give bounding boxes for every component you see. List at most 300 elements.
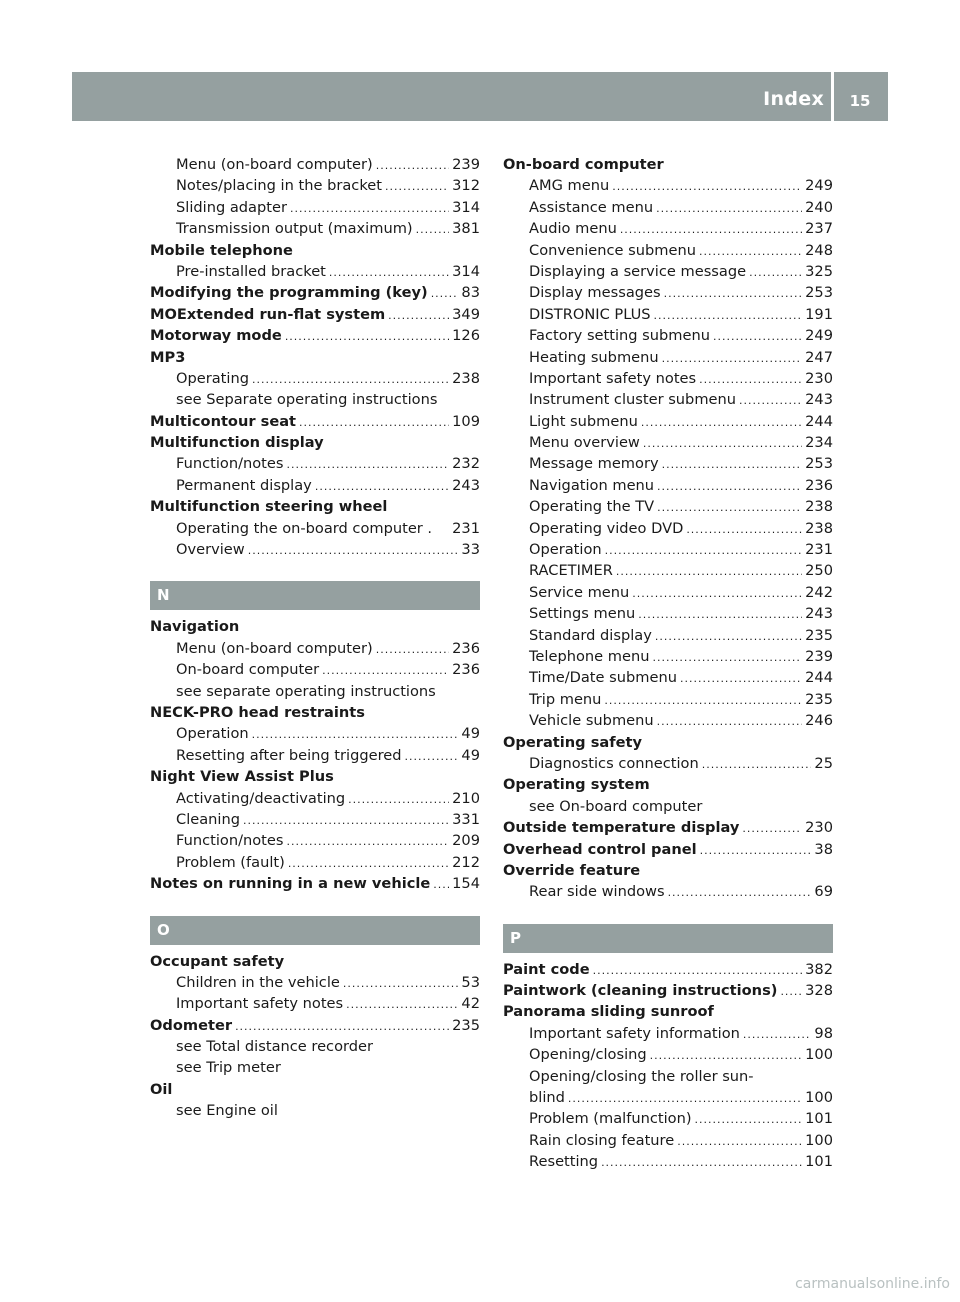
entry-label: Rear side windows [529, 883, 665, 901]
entry-label: AMG menu [529, 177, 610, 195]
page-reference: 101 [805, 1153, 833, 1171]
leader-dots [616, 561, 802, 581]
entry-label: Multifunction steering wheel [150, 498, 388, 516]
index-entry [150, 197, 480, 218]
index-entry [503, 518, 833, 539]
leader-dots [656, 198, 802, 218]
page-reference: 253 [805, 284, 833, 302]
leader-dots [601, 1152, 802, 1172]
entry-label: NECK-PRO head restraints [150, 703, 365, 721]
index-entry [150, 154, 480, 175]
index-heading [150, 432, 480, 453]
entry-label: MP3 [150, 348, 186, 366]
entry-label: Permanent display [176, 476, 312, 494]
index-entry [503, 325, 833, 346]
leader-dots [677, 1131, 802, 1151]
page-reference: 49 [461, 725, 480, 743]
entry-label: Paintwork (cleaning instructions) [503, 982, 778, 1000]
index-entry [503, 453, 833, 474]
entry-label: blind [529, 1089, 565, 1107]
leader-dots [743, 1024, 812, 1044]
index-entry [503, 959, 833, 980]
leader-dots [702, 754, 812, 774]
page-reference: 210 [452, 789, 480, 807]
entry-label: Activating/deactivating [176, 789, 346, 807]
index-entry [503, 197, 833, 218]
entry-label: see Separate operating instructions [176, 391, 438, 409]
entry-label: Operating the TV [529, 498, 655, 516]
leader-dots [620, 219, 802, 239]
page-reference: 237 [805, 220, 833, 238]
index-entry [503, 667, 833, 688]
leader-dots [654, 305, 803, 325]
entry-label: Operation [176, 725, 249, 743]
page-number: 15 [849, 92, 871, 110]
entry-label: Night View Assist Plus [150, 768, 334, 786]
entry-label: see separate operating instructions [176, 682, 436, 700]
entry-label: Occupant safety [150, 952, 285, 970]
index-entry [150, 972, 480, 993]
page-reference: 109 [452, 412, 480, 430]
entry-label: MOExtended run-flat system [150, 305, 386, 323]
index-entry [503, 753, 833, 774]
entry-label: Function/notes [176, 832, 284, 850]
page-reference: 83 [461, 284, 480, 302]
page-reference: 33 [461, 541, 480, 559]
page-reference: 248 [805, 241, 833, 259]
entry-label: Navigation [150, 618, 240, 636]
index-entry [503, 475, 833, 496]
entry-label: Navigation menu [529, 476, 655, 494]
entry-label: Sliding adapter [176, 198, 287, 216]
leader-dots [662, 454, 803, 474]
index-heading [150, 347, 480, 368]
page-reference: 250 [805, 562, 833, 580]
entry-label: Oil [150, 1080, 173, 1098]
leader-dots [699, 369, 802, 389]
page-reference: 314 [452, 262, 480, 280]
entry-label: see Engine oil [176, 1102, 278, 1120]
page-reference: 154 [452, 875, 480, 893]
entry-label: see Trip meter [176, 1059, 281, 1077]
entry-label: Important safety information [529, 1024, 740, 1042]
index-entry [503, 282, 833, 303]
section-letter-n: N [150, 581, 480, 610]
leader-dots [695, 1109, 803, 1129]
leader-dots [686, 519, 802, 539]
index-entry [150, 638, 480, 659]
index-entry [150, 1015, 480, 1036]
index-heading [150, 240, 480, 261]
page-reference: 101 [805, 1110, 833, 1128]
section-letter-o: O [150, 916, 480, 945]
entry-label: Menu (on-board computer) [176, 639, 373, 657]
entry-label: DISTRONIC PLUS [529, 305, 651, 323]
header-divider [831, 72, 834, 121]
entry-label: Trip menu [529, 690, 602, 708]
index-entry [503, 304, 833, 325]
entry-label: Mobile telephone [150, 241, 293, 259]
index-entry [503, 625, 833, 646]
index-entry [503, 240, 833, 261]
entry-label: Overview [176, 541, 245, 559]
index-entry [503, 1066, 833, 1087]
entry-label: Display messages [529, 284, 661, 302]
page-reference: 53 [461, 973, 480, 991]
leader-dots [376, 639, 449, 659]
entry-label: Function/notes [176, 455, 284, 473]
index-entry [150, 304, 480, 325]
index-entry [503, 432, 833, 453]
entry-label: Rain closing feature [529, 1131, 675, 1149]
leader-dots [700, 840, 812, 860]
entry-label: Problem (malfunction) [529, 1110, 692, 1128]
leader-dots [346, 994, 458, 1014]
index-entry [503, 710, 833, 731]
page-reference: 244 [805, 669, 833, 687]
index-entry [503, 646, 833, 667]
entry-label: Multicontour seat [150, 412, 297, 430]
leader-dots [290, 198, 449, 218]
index-entry [150, 873, 480, 894]
leader-dots [416, 219, 450, 239]
index-entry [503, 796, 833, 817]
leader-dots [749, 262, 802, 282]
index-entry [150, 830, 480, 851]
leader-dots [343, 973, 459, 993]
leader-dots [780, 981, 802, 1001]
leader-dots [286, 831, 449, 851]
index-heading [150, 702, 480, 723]
index-entry [150, 809, 480, 830]
index-entry [150, 389, 480, 410]
leader-dots [348, 789, 449, 809]
index-heading [150, 496, 480, 517]
leader-dots [299, 412, 449, 432]
index-entry [503, 1151, 833, 1172]
leader-dots [568, 1088, 802, 1108]
entry-label: Resetting after being triggered [176, 746, 402, 764]
index-entry [150, 475, 480, 496]
index-heading [150, 616, 480, 637]
leader-dots [235, 1016, 449, 1036]
page-reference: 249 [805, 177, 833, 195]
index-entry [503, 689, 833, 710]
entry-label: Notes/placing in the bracket [176, 177, 382, 195]
page-reference: 232 [452, 455, 480, 473]
page-reference: 331 [452, 810, 480, 828]
entry-label: RACETIMER [529, 562, 613, 580]
page-reference: 231 [805, 541, 833, 559]
page-reference: 126 [452, 327, 480, 345]
leader-dots [632, 583, 802, 603]
entry-label: Notes on running in a new vehicle [150, 875, 431, 893]
leader-dots [650, 1045, 802, 1065]
page-reference: 382 [805, 960, 833, 978]
leader-dots [604, 690, 802, 710]
index-heading [503, 732, 833, 753]
entry-label: Motorway mode [150, 327, 282, 345]
index-entry [503, 603, 833, 624]
page-reference: 100 [805, 1131, 833, 1149]
entry-label: Multifunction display [150, 434, 324, 452]
page-title: Index [763, 88, 824, 110]
index-entry [150, 1057, 480, 1078]
entry-label: Opening/closing the roller sun- [529, 1067, 754, 1085]
page-reference: 381 [452, 220, 480, 238]
entry-label: Displaying a service message [529, 262, 747, 280]
entry-label: Operating safety [503, 733, 642, 751]
page-reference: 243 [452, 476, 480, 494]
page-reference: 236 [452, 661, 480, 679]
leader-dots [286, 454, 449, 474]
page-reference: 235 [805, 690, 833, 708]
index-entry [503, 881, 833, 902]
index-entry [150, 411, 480, 432]
index-entry [150, 788, 480, 809]
entry-label: Factory setting submenu [529, 327, 710, 345]
page-reference: 100 [805, 1089, 833, 1107]
entry-label: Resetting [529, 1153, 599, 1171]
leader-dots [322, 660, 449, 680]
page-reference: 314 [452, 198, 480, 216]
index-column-left [150, 154, 480, 1122]
entry-label: Service menu [529, 583, 630, 601]
index-entry [150, 282, 480, 303]
index-heading [503, 1001, 833, 1022]
index-heading [150, 951, 480, 972]
page-reference: 209 [452, 832, 480, 850]
leader-dots [662, 348, 803, 368]
index-entry [503, 411, 833, 432]
page-reference: 239 [452, 156, 480, 173]
page-reference: 230 [805, 369, 833, 387]
page-reference: 38 [814, 840, 833, 858]
entry-label: Panorama sliding sunroof [503, 1003, 714, 1021]
index-entry [150, 518, 480, 539]
index-entry [150, 993, 480, 1014]
entry-label: Convenience submenu [529, 241, 696, 259]
page-reference: 243 [805, 391, 833, 409]
leader-dots [252, 369, 449, 389]
leader-dots [668, 882, 812, 902]
index-entry [150, 659, 480, 680]
index-entry [503, 389, 833, 410]
entry-label: Modifying the programming (key) [150, 284, 428, 302]
index-heading [503, 154, 833, 175]
leader-dots [376, 155, 449, 175]
page-reference: 253 [805, 455, 833, 473]
index-entry [503, 1087, 833, 1108]
page-reference: 312 [452, 177, 480, 195]
entry-label: Children in the vehicle [176, 973, 340, 991]
entry-label: Menu overview [529, 434, 640, 452]
page-reference: 49 [461, 746, 480, 764]
index-entry [150, 852, 480, 873]
index-entry [503, 560, 833, 581]
entry-label: Audio menu [529, 220, 617, 238]
entry-label: Operating [176, 369, 249, 387]
leader-dots [315, 476, 449, 496]
entry-label: Override feature [503, 861, 641, 879]
page-reference: 238 [805, 519, 833, 537]
index-entry [503, 347, 833, 368]
entry-label: Instrument cluster submenu [529, 391, 737, 409]
index-entry [150, 681, 480, 702]
leader-dots [699, 241, 802, 261]
leader-dots [285, 326, 449, 346]
entry-label: Operating video DVD [529, 519, 684, 537]
leader-dots [433, 874, 449, 894]
index-heading [150, 1079, 480, 1100]
page-reference: 191 [805, 305, 833, 323]
page-reference: 25 [814, 754, 833, 772]
entry-label: Standard display [529, 626, 652, 644]
entry-label: Heating submenu [529, 348, 659, 366]
page-reference: 230 [805, 819, 833, 837]
index-entry [150, 539, 480, 560]
page-reference: 98 [814, 1024, 833, 1042]
entry-label: Cleaning [176, 810, 240, 828]
leader-dots [252, 724, 459, 744]
leader-dots [288, 853, 449, 873]
leader-dots [664, 283, 803, 303]
entry-label: On-board computer [503, 156, 664, 173]
index-entry [503, 1023, 833, 1044]
entry-label: Outside temperature display [503, 819, 740, 837]
page-reference: 242 [805, 583, 833, 601]
entry-label: Opening/closing [529, 1046, 647, 1064]
leader-dots [739, 390, 802, 410]
page-reference: 238 [805, 498, 833, 516]
index-entry [503, 582, 833, 603]
entry-label: Operation [529, 541, 602, 559]
leader-dots [641, 412, 802, 432]
page-reference: 212 [452, 853, 480, 871]
page-reference: 246 [805, 712, 833, 730]
index-entry [503, 218, 833, 239]
leader-dots [405, 746, 459, 766]
index-entry [503, 1044, 833, 1065]
index-entry [503, 496, 833, 517]
entry-label: Assistance menu [529, 198, 654, 216]
page-reference: 42 [461, 995, 480, 1013]
entry-label: Operating the on-board computer . [176, 519, 433, 537]
index-entry [503, 261, 833, 282]
index-column-right [503, 154, 833, 1173]
section-letter-p: P [503, 924, 833, 953]
page-reference: 236 [805, 476, 833, 494]
entry-label: Time/Date submenu [529, 669, 677, 687]
index-heading [503, 774, 833, 795]
entry-label: Light submenu [529, 412, 638, 430]
leader-dots [605, 540, 803, 560]
leader-dots [657, 711, 803, 731]
leader-dots [329, 262, 449, 282]
index-entry [503, 1130, 833, 1151]
page-reference: 243 [805, 605, 833, 623]
entry-label: Transmission output (maximum) [176, 220, 413, 238]
index-heading [503, 860, 833, 881]
entry-label: Vehicle submenu [529, 712, 654, 730]
index-entry [503, 175, 833, 196]
page-reference: 100 [805, 1046, 833, 1064]
page-reference: 249 [805, 327, 833, 345]
leader-dots [431, 283, 459, 303]
entry-label: Menu (on-board computer) [176, 156, 373, 173]
index-entry [503, 1108, 833, 1129]
page-reference: 235 [452, 1016, 480, 1034]
entry-label: Telephone menu [529, 647, 650, 665]
entry-label: Paint code [503, 960, 590, 978]
page-reference: 235 [805, 626, 833, 644]
index-entry [150, 175, 480, 196]
entry-label: On-board computer [176, 661, 320, 679]
leader-dots [655, 626, 802, 646]
index-heading [150, 766, 480, 787]
leader-dots [643, 433, 802, 453]
page-reference: 325 [805, 262, 833, 280]
index-entry [503, 839, 833, 860]
entry-label: Operating system [503, 776, 650, 794]
leader-dots [742, 818, 802, 838]
leader-dots [652, 647, 802, 667]
entry-label: Settings menu [529, 605, 636, 623]
index-entry [503, 539, 833, 560]
page-reference: 234 [805, 434, 833, 452]
leader-dots [657, 476, 802, 496]
index-entry [150, 325, 480, 346]
page-reference: 238 [452, 369, 480, 387]
entry-label: see Total distance recorder [176, 1038, 373, 1056]
entry-label: Pre-installed bracket [176, 262, 326, 280]
leader-dots [680, 668, 802, 688]
page-reference: 69 [814, 883, 833, 901]
leader-dots [385, 176, 449, 196]
index-entry [150, 745, 480, 766]
page-reference: 240 [805, 198, 833, 216]
entry-label: Message memory [529, 455, 659, 473]
leader-dots [657, 497, 802, 517]
page-reference: 239 [805, 647, 833, 665]
index-entry [503, 368, 833, 389]
leader-dots [612, 176, 802, 196]
page-reference: 247 [805, 348, 833, 366]
index-entry [150, 1036, 480, 1057]
index-entry [150, 368, 480, 389]
index-entry [150, 453, 480, 474]
page-reference: 244 [805, 412, 833, 430]
index-entry [150, 261, 480, 282]
page-reference: 236 [452, 639, 480, 657]
entry-label: Overhead control panel [503, 840, 697, 858]
entry-label: see On-board computer [529, 797, 703, 815]
page-reference: 349 [452, 305, 480, 323]
index-entry [150, 1100, 480, 1121]
watermark: carmanualsonline.info [795, 1276, 950, 1292]
entry-label: Problem (fault) [176, 853, 285, 871]
entry-label: Important safety notes [176, 995, 344, 1013]
leader-dots [713, 326, 802, 346]
index-entry [503, 980, 833, 1001]
leader-dots [248, 540, 459, 560]
entry-label: Odometer [150, 1016, 233, 1034]
page-reference: 231 [452, 519, 480, 537]
entry-label: Important safety notes [529, 369, 697, 387]
index-entry [503, 817, 833, 838]
page-reference: 328 [805, 982, 833, 1000]
index-entry [150, 218, 480, 239]
